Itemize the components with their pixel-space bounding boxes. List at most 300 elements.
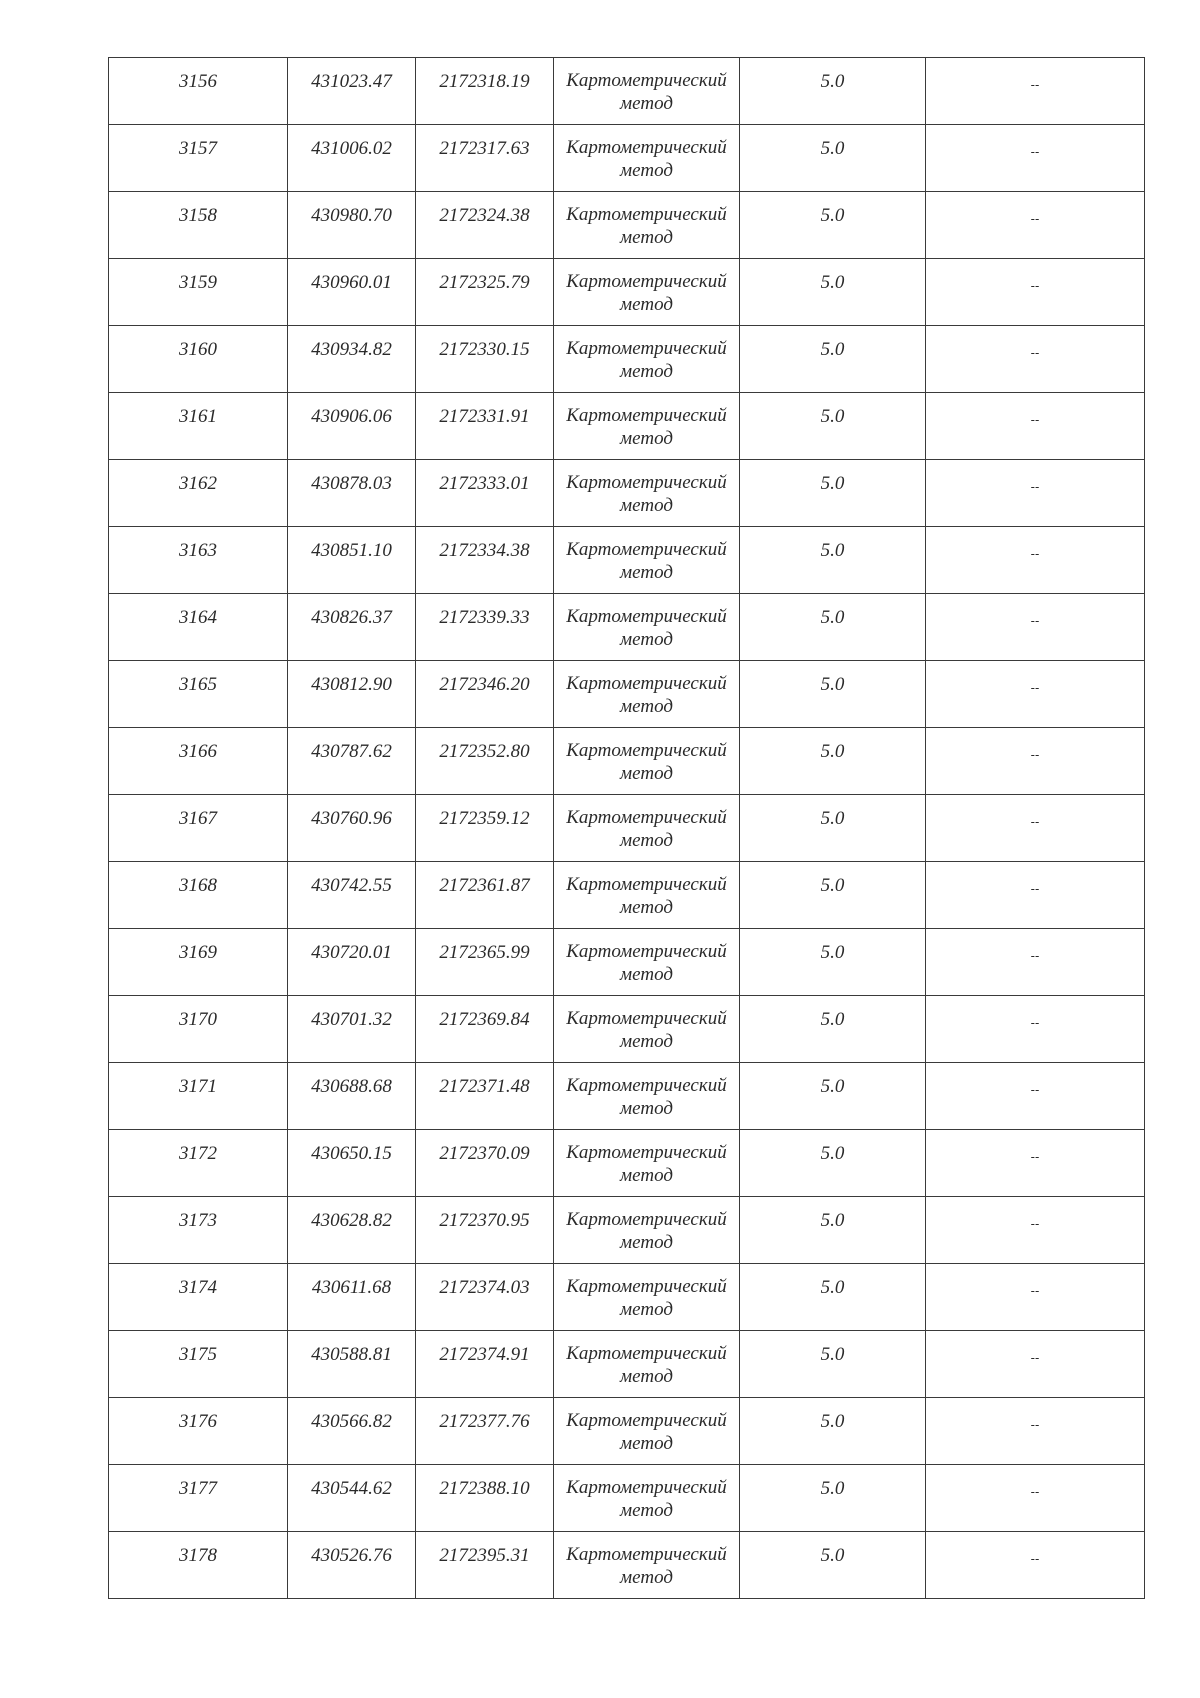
x-coordinate-text: 430812.90 — [311, 674, 392, 695]
note-cell — [926, 1532, 1145, 1599]
x-coordinate-cell — [288, 1465, 416, 1532]
note-cell — [926, 594, 1145, 661]
note-text: -- — [1030, 1083, 1040, 1097]
y-coordinate-cell — [416, 460, 554, 527]
accuracy-cell — [740, 58, 926, 125]
method-cell — [554, 594, 740, 661]
method-cell — [554, 1465, 740, 1532]
accuracy-text: 5.0 — [820, 1411, 845, 1432]
method-text — [554, 1063, 739, 1120]
method-text — [554, 192, 739, 249]
method-line-1: Картометрический — [566, 874, 727, 895]
method-line-1: Картометрический — [566, 1075, 727, 1096]
note-cell — [926, 1197, 1145, 1264]
accuracy-text: 5.0 — [820, 1344, 845, 1365]
x-coordinate-cell — [288, 929, 416, 996]
y-coordinate-text: 2172339.33 — [439, 607, 530, 628]
y-coordinate-text: 2172334.38 — [439, 540, 530, 561]
method-text — [554, 460, 739, 517]
table-body — [109, 58, 1145, 1599]
point-number-cell — [109, 1465, 288, 1532]
method-cell — [554, 393, 740, 460]
method-cell — [554, 1532, 740, 1599]
note-cell — [926, 192, 1145, 259]
method-line-2: метод — [620, 227, 673, 248]
method-line-2: метод — [620, 1299, 673, 1320]
x-coordinate-cell — [288, 125, 416, 192]
note-text: -- — [1030, 1016, 1040, 1030]
point-number-text: 3157 — [179, 138, 217, 159]
note-cell — [926, 795, 1145, 862]
accuracy-cell — [740, 728, 926, 795]
accuracy-text: 5.0 — [820, 875, 845, 896]
method-line-1: Картометрический — [566, 204, 727, 225]
method-line-2: метод — [620, 763, 673, 784]
y-coordinate-cell — [416, 527, 554, 594]
y-coordinate-cell — [416, 929, 554, 996]
method-cell — [554, 1197, 740, 1264]
table-row — [109, 259, 1145, 326]
x-coordinate-text: 430544.62 — [311, 1478, 392, 1499]
method-line-2: метод — [620, 160, 673, 181]
point-number-text: 3178 — [179, 1545, 217, 1566]
method-line-1: Картометрический — [566, 1142, 727, 1163]
x-coordinate-text: 430906.06 — [311, 406, 392, 427]
method-line-1: Картометрический — [566, 1209, 727, 1230]
method-cell — [554, 527, 740, 594]
y-coordinate-text: 2172365.99 — [439, 942, 530, 963]
x-coordinate-cell — [288, 527, 416, 594]
table-row — [109, 1197, 1145, 1264]
table-row — [109, 1130, 1145, 1197]
accuracy-text: 5.0 — [820, 138, 845, 159]
point-number-cell — [109, 58, 288, 125]
table-row — [109, 1398, 1145, 1465]
table-row — [109, 862, 1145, 929]
method-cell — [554, 996, 740, 1063]
y-coordinate-text: 2172374.03 — [439, 1277, 530, 1298]
y-coordinate-cell — [416, 1331, 554, 1398]
method-line-2: метод — [620, 1500, 673, 1521]
point-number-text: 3164 — [179, 607, 217, 628]
point-number-text: 3169 — [179, 942, 217, 963]
note-text: -- — [1030, 681, 1040, 695]
note-text: -- — [1030, 480, 1040, 494]
accuracy-text: 5.0 — [820, 808, 845, 829]
y-coordinate-text: 2172333.01 — [439, 473, 530, 494]
y-coordinate-cell — [416, 1197, 554, 1264]
x-coordinate-cell — [288, 1264, 416, 1331]
point-number-text: 3170 — [179, 1009, 217, 1030]
x-coordinate-text: 430934.82 — [311, 339, 392, 360]
accuracy-cell — [740, 1197, 926, 1264]
note-cell — [926, 1264, 1145, 1331]
method-text — [554, 1331, 739, 1388]
method-line-2: метод — [620, 495, 673, 516]
note-cell — [926, 125, 1145, 192]
y-coordinate-cell — [416, 1465, 554, 1532]
x-coordinate-text: 430760.96 — [311, 808, 392, 829]
method-line-1: Картометрический — [566, 606, 727, 627]
y-coordinate-text: 2172330.15 — [439, 339, 530, 360]
method-line-1: Картометрический — [566, 271, 727, 292]
accuracy-cell — [740, 1331, 926, 1398]
method-text — [554, 795, 739, 852]
method-line-2: метод — [620, 1031, 673, 1052]
y-coordinate-text: 2172370.95 — [439, 1210, 530, 1231]
table-row — [109, 996, 1145, 1063]
method-line-1: Картометрический — [566, 1477, 727, 1498]
method-line-1: Картометрический — [566, 1276, 727, 1297]
point-number-cell — [109, 1532, 288, 1599]
note-text: -- — [1030, 748, 1040, 762]
note-cell — [926, 728, 1145, 795]
y-coordinate-cell — [416, 1130, 554, 1197]
point-number-text: 3171 — [179, 1076, 217, 1097]
point-number-text: 3158 — [179, 205, 217, 226]
accuracy-cell — [740, 661, 926, 728]
method-text — [554, 58, 739, 115]
method-line-1: Картометрический — [566, 539, 727, 560]
method-line-2: метод — [620, 629, 673, 650]
note-text: -- — [1030, 547, 1040, 561]
note-text: -- — [1030, 413, 1040, 427]
x-coordinate-cell — [288, 594, 416, 661]
x-coordinate-cell — [288, 1063, 416, 1130]
method-text — [554, 996, 739, 1053]
point-number-text: 3177 — [179, 1478, 217, 1499]
y-coordinate-cell — [416, 862, 554, 929]
method-line-1: Картометрический — [566, 1343, 727, 1364]
method-cell — [554, 1130, 740, 1197]
x-coordinate-text: 430566.82 — [311, 1411, 392, 1432]
table-row — [109, 460, 1145, 527]
x-coordinate-text: 430742.55 — [311, 875, 392, 896]
point-number-cell — [109, 393, 288, 460]
method-text — [554, 259, 739, 316]
method-line-1: Картометрический — [566, 673, 727, 694]
method-line-2: метод — [620, 897, 673, 918]
method-cell — [554, 929, 740, 996]
note-cell — [926, 1063, 1145, 1130]
accuracy-text: 5.0 — [820, 1076, 845, 1097]
x-coordinate-cell — [288, 728, 416, 795]
note-text: -- — [1030, 1485, 1040, 1499]
accuracy-cell — [740, 1130, 926, 1197]
note-text: -- — [1030, 1552, 1040, 1566]
note-cell — [926, 58, 1145, 125]
x-coordinate-text: 430960.01 — [311, 272, 392, 293]
x-coordinate-cell — [288, 326, 416, 393]
table-row — [109, 125, 1145, 192]
y-coordinate-text: 2172361.87 — [439, 875, 530, 896]
method-text — [554, 728, 739, 785]
note-text: -- — [1030, 212, 1040, 226]
x-coordinate-text: 430980.70 — [311, 205, 392, 226]
method-text — [554, 1197, 739, 1254]
note-text: -- — [1030, 1418, 1040, 1432]
point-number-text: 3165 — [179, 674, 217, 695]
method-text — [554, 929, 739, 986]
method-cell — [554, 326, 740, 393]
note-cell — [926, 326, 1145, 393]
note-cell — [926, 996, 1145, 1063]
y-coordinate-text: 2172377.76 — [439, 1411, 530, 1432]
x-coordinate-text: 430851.10 — [311, 540, 392, 561]
method-line-1: Картометрический — [566, 70, 727, 91]
accuracy-cell — [740, 259, 926, 326]
method-cell — [554, 1264, 740, 1331]
y-coordinate-text: 2172388.10 — [439, 1478, 530, 1499]
accuracy-text: 5.0 — [820, 1143, 845, 1164]
method-line-2: метод — [620, 964, 673, 985]
method-line-2: метод — [620, 1366, 673, 1387]
point-number-cell — [109, 1264, 288, 1331]
method-line-2: метод — [620, 428, 673, 449]
point-number-cell — [109, 929, 288, 996]
point-number-text: 3176 — [179, 1411, 217, 1432]
accuracy-text: 5.0 — [820, 1545, 845, 1566]
point-number-cell — [109, 460, 288, 527]
y-coordinate-cell — [416, 393, 554, 460]
note-text: -- — [1030, 1150, 1040, 1164]
method-text — [554, 326, 739, 383]
method-line-2: метод — [620, 294, 673, 315]
x-coordinate-cell — [288, 393, 416, 460]
y-coordinate-cell — [416, 1398, 554, 1465]
method-line-1: Картометрический — [566, 338, 727, 359]
accuracy-cell — [740, 326, 926, 393]
x-coordinate-text: 430787.62 — [311, 741, 392, 762]
y-coordinate-cell — [416, 1264, 554, 1331]
point-number-cell — [109, 728, 288, 795]
point-number-cell — [109, 996, 288, 1063]
point-number-text: 3161 — [179, 406, 217, 427]
coordinates-table — [108, 57, 1145, 1599]
accuracy-cell — [740, 1264, 926, 1331]
method-text — [554, 1398, 739, 1455]
y-coordinate-cell — [416, 661, 554, 728]
y-coordinate-cell — [416, 1063, 554, 1130]
x-coordinate-text: 430628.82 — [311, 1210, 392, 1231]
point-number-cell — [109, 527, 288, 594]
y-coordinate-text: 2172325.79 — [439, 272, 530, 293]
y-coordinate-cell — [416, 728, 554, 795]
note-cell — [926, 661, 1145, 728]
method-line-2: метод — [620, 1098, 673, 1119]
note-text: -- — [1030, 346, 1040, 360]
point-number-text: 3172 — [179, 1143, 217, 1164]
x-coordinate-text: 430611.68 — [311, 1277, 392, 1298]
method-text — [554, 393, 739, 450]
table-row — [109, 192, 1145, 259]
x-coordinate-cell — [288, 996, 416, 1063]
table-row — [109, 1264, 1145, 1331]
point-number-text: 3174 — [179, 1277, 217, 1298]
x-coordinate-cell — [288, 1197, 416, 1264]
method-text — [554, 1264, 739, 1321]
y-coordinate-cell — [416, 259, 554, 326]
note-cell — [926, 1130, 1145, 1197]
accuracy-text: 5.0 — [820, 674, 845, 695]
method-line-1: Картометрический — [566, 1410, 727, 1431]
x-coordinate-cell — [288, 58, 416, 125]
x-coordinate-text: 430701.32 — [311, 1009, 392, 1030]
point-number-text: 3163 — [179, 540, 217, 561]
method-line-2: метод — [620, 361, 673, 382]
y-coordinate-text: 2172346.20 — [439, 674, 530, 695]
note-cell — [926, 929, 1145, 996]
y-coordinate-text: 2172374.91 — [439, 1344, 530, 1365]
accuracy-text: 5.0 — [820, 473, 845, 494]
accuracy-text: 5.0 — [820, 942, 845, 963]
x-coordinate-cell — [288, 1532, 416, 1599]
y-coordinate-text: 2172317.63 — [439, 138, 530, 159]
method-line-2: метод — [620, 562, 673, 583]
point-number-cell — [109, 594, 288, 661]
x-coordinate-cell — [288, 460, 416, 527]
y-coordinate-cell — [416, 58, 554, 125]
point-number-text: 3159 — [179, 272, 217, 293]
y-coordinate-text: 2172318.19 — [439, 71, 530, 92]
method-line-2: метод — [620, 830, 673, 851]
point-number-text: 3160 — [179, 339, 217, 360]
note-cell — [926, 1331, 1145, 1398]
x-coordinate-cell — [288, 1331, 416, 1398]
y-coordinate-text: 2172371.48 — [439, 1076, 530, 1097]
accuracy-cell — [740, 1063, 926, 1130]
point-number-cell — [109, 1331, 288, 1398]
accuracy-cell — [740, 1398, 926, 1465]
table-row — [109, 929, 1145, 996]
note-text: -- — [1030, 1217, 1040, 1231]
y-coordinate-text: 2172359.12 — [439, 808, 530, 829]
point-number-cell — [109, 326, 288, 393]
y-coordinate-text: 2172369.84 — [439, 1009, 530, 1030]
method-line-2: метод — [620, 93, 673, 114]
table-row — [109, 1532, 1145, 1599]
accuracy-cell — [740, 393, 926, 460]
accuracy-text: 5.0 — [820, 1478, 845, 1499]
note-cell — [926, 460, 1145, 527]
x-coordinate-cell — [288, 259, 416, 326]
note-text: -- — [1030, 949, 1040, 963]
method-cell — [554, 1063, 740, 1130]
accuracy-cell — [740, 996, 926, 1063]
method-cell — [554, 862, 740, 929]
note-cell — [926, 527, 1145, 594]
x-coordinate-cell — [288, 795, 416, 862]
method-cell — [554, 58, 740, 125]
point-number-cell — [109, 125, 288, 192]
table-row — [109, 661, 1145, 728]
x-coordinate-text: 430650.15 — [311, 1143, 392, 1164]
method-line-2: метод — [620, 1567, 673, 1588]
point-number-text: 3175 — [179, 1344, 217, 1365]
accuracy-cell — [740, 594, 926, 661]
x-coordinate-cell — [288, 1398, 416, 1465]
accuracy-text: 5.0 — [820, 1009, 845, 1030]
accuracy-cell — [740, 460, 926, 527]
y-coordinate-text: 2172395.31 — [439, 1545, 530, 1566]
accuracy-text: 5.0 — [820, 741, 845, 762]
note-text: -- — [1030, 1351, 1040, 1365]
point-number-cell — [109, 661, 288, 728]
method-line-2: метод — [620, 1232, 673, 1253]
y-coordinate-text: 2172370.09 — [439, 1143, 530, 1164]
accuracy-cell — [740, 527, 926, 594]
method-text — [554, 1532, 739, 1589]
accuracy-text: 5.0 — [820, 339, 845, 360]
method-text — [554, 125, 739, 182]
y-coordinate-cell — [416, 594, 554, 661]
method-line-2: метод — [620, 696, 673, 717]
point-number-text: 3162 — [179, 473, 217, 494]
method-cell — [554, 125, 740, 192]
point-number-text: 3168 — [179, 875, 217, 896]
method-text — [554, 862, 739, 919]
method-line-2: метод — [620, 1165, 673, 1186]
point-number-cell — [109, 1398, 288, 1465]
point-number-cell — [109, 1197, 288, 1264]
accuracy-text: 5.0 — [820, 406, 845, 427]
table-row — [109, 795, 1145, 862]
accuracy-cell — [740, 125, 926, 192]
x-coordinate-text: 430826.37 — [311, 607, 392, 628]
point-number-text: 3166 — [179, 741, 217, 762]
table-row — [109, 58, 1145, 125]
accuracy-cell — [740, 862, 926, 929]
method-line-1: Картометрический — [566, 137, 727, 158]
note-text: -- — [1030, 614, 1040, 628]
accuracy-cell — [740, 795, 926, 862]
point-number-cell — [109, 1130, 288, 1197]
table-row — [109, 527, 1145, 594]
method-line-1: Картометрический — [566, 807, 727, 828]
x-coordinate-cell — [288, 661, 416, 728]
x-coordinate-cell — [288, 192, 416, 259]
table-row — [109, 1331, 1145, 1398]
method-line-1: Картометрический — [566, 941, 727, 962]
y-coordinate-cell — [416, 795, 554, 862]
table-row — [109, 728, 1145, 795]
method-cell — [554, 1398, 740, 1465]
method-cell — [554, 661, 740, 728]
point-number-text: 3156 — [179, 71, 217, 92]
method-line-1: Картометрический — [566, 1544, 727, 1565]
table-row — [109, 1465, 1145, 1532]
y-coordinate-cell — [416, 1532, 554, 1599]
note-cell — [926, 862, 1145, 929]
y-coordinate-text: 2172352.80 — [439, 741, 530, 762]
x-coordinate-text: 430720.01 — [311, 942, 392, 963]
point-number-cell — [109, 795, 288, 862]
accuracy-text: 5.0 — [820, 1277, 845, 1298]
accuracy-text: 5.0 — [820, 540, 845, 561]
method-cell — [554, 795, 740, 862]
method-line-1: Картометрический — [566, 1008, 727, 1029]
method-cell — [554, 1331, 740, 1398]
accuracy-text: 5.0 — [820, 607, 845, 628]
note-cell — [926, 393, 1145, 460]
x-coordinate-text: 431023.47 — [311, 71, 392, 92]
note-cell — [926, 259, 1145, 326]
y-coordinate-cell — [416, 996, 554, 1063]
method-text — [554, 527, 739, 584]
point-number-cell — [109, 259, 288, 326]
x-coordinate-cell — [288, 1130, 416, 1197]
x-coordinate-text: 431006.02 — [311, 138, 392, 159]
